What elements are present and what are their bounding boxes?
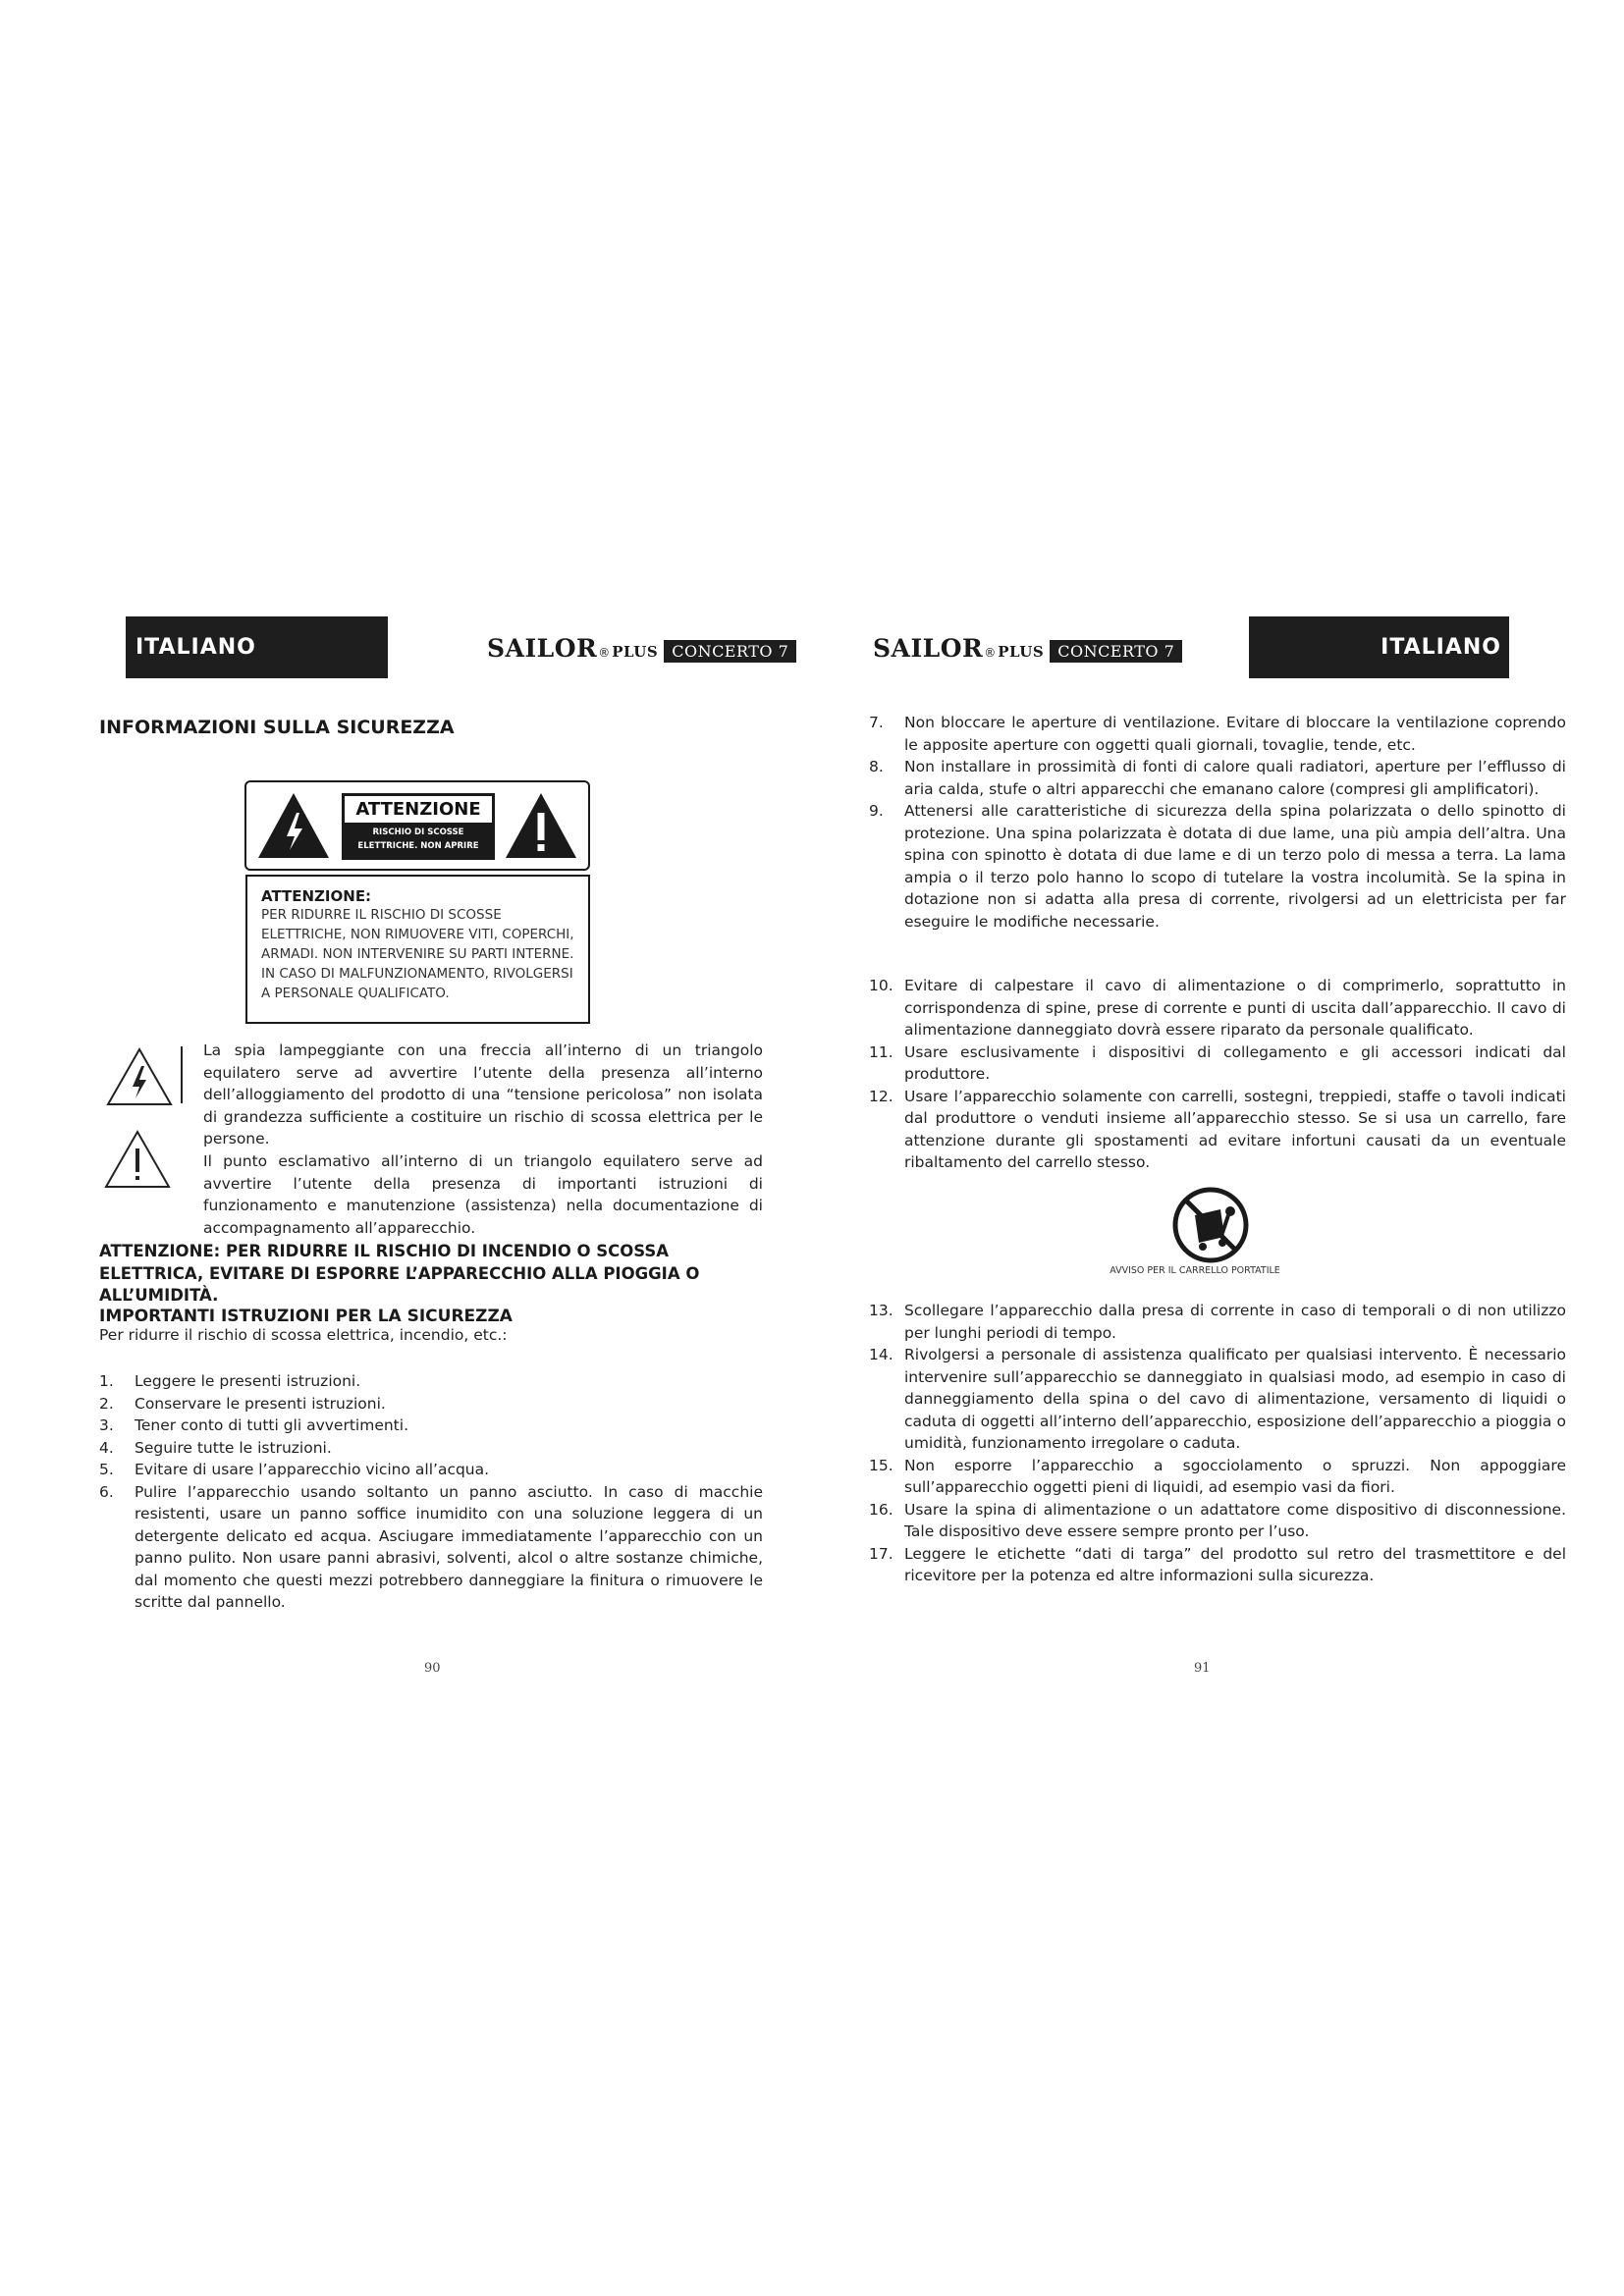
symbol-divider — [181, 1046, 183, 1103]
item-text: Non bloccare le aperture di ventilazione. Evitare di bloccare la ventilazione coprendo le apposite aperture con oggetti quali giornali, tovaglie, tende, etc. — [904, 714, 1566, 754]
exclamation-note: Il punto esclamativo all’interno di un triangolo equilatero serve ad avvertire l’utente della presenza di importanti istruzioni di funzionamento e manutenzione (assistenza) nella documentazione di accompagnamento all’apparecchio. — [203, 1152, 763, 1237]
instruction-list-10-12 — [869, 975, 1566, 1174]
brand-plus: PLUS — [612, 643, 659, 661]
list-item — [869, 1499, 1566, 1543]
lightning-triangle-outline-icon — [105, 1046, 174, 1107]
language-banner — [126, 616, 388, 678]
section-title: INFORMAZIONI SULLA SICUREZZA — [99, 717, 455, 738]
bold-warning: ATTENZIONE: PER RIDURRE IL RISCHIO DI INCENDIO O SCOSSA ELETTRICA, EVITARE DI ESPORRE L’APPARECCHIO ALLA PIOGGIA O ALL’UMIDITÀ. — [99, 1242, 700, 1305]
list-item — [869, 800, 1566, 933]
warning-subtitle — [344, 826, 493, 853]
brand-logo — [487, 634, 796, 663]
right-page — [812, 0, 1624, 2296]
brand-name: SAILOR — [873, 634, 984, 663]
language-banner — [1249, 616, 1509, 678]
warning-subtitle-line2: ELETTRICHE. NON APRIRE — [357, 841, 479, 851]
cart-caption: AVVISO PER IL CARRELLO PORTATILE — [1110, 1265, 1280, 1276]
list-item — [869, 1455, 1566, 1499]
exclamation-triangle-outline-icon — [103, 1129, 172, 1190]
brand-name: SAILOR — [487, 634, 598, 663]
item-number: 14. — [869, 1346, 893, 1363]
item-number: 4. — [99, 1438, 114, 1457]
cart-warning-icon — [1171, 1186, 1250, 1264]
page-number: 90 — [424, 1661, 441, 1676]
list-item — [99, 1415, 763, 1437]
warning-subtitle-line1: RISCHIO DI SCOSSE — [372, 828, 464, 837]
item-text: Scollegare l’apparecchio dalla presa di corrente in caso di temporali o di non utilizzo per lunghi periodi di tempo. — [904, 1302, 1566, 1342]
item-text: Usare l’apparecchio solamente con carrelli, sostegni, treppiedi, staffe o tavoli indicati dal produttore o venduti insieme all’apparecchio stesso. Se si usa un carrello, fare attenzione durante gli spostamenti ad evitare infortuni causati da un eventuale ribaltamento del carrello stesso. — [904, 1087, 1566, 1171]
list-item — [99, 1481, 763, 1614]
list-item — [99, 1459, 763, 1481]
brand-logo — [873, 634, 1182, 663]
item-text: Non esporre l’apparecchio a sgocciolamento o spruzzi. Non appoggiare sull’apparecchio oggetti pieni di liquidi, ad esempio vasi da fiori. — [904, 1456, 1566, 1496]
brand-model: CONCERTO 7 — [664, 640, 796, 663]
lightning-triangle-icon — [256, 791, 331, 860]
warning-center-panel — [342, 793, 495, 860]
item-number: 16. — [869, 1500, 893, 1519]
item-text: Conservare le presenti istruzioni. — [135, 1394, 386, 1413]
item-text: Leggere le etichette “dati di targa” del prodotto sul retro del trasmettitore e del ricevitore per la potenza ed altre informazioni sulla sicurezza. — [904, 1544, 1566, 1584]
attention-heading: ATTENZIONE: — [261, 887, 372, 905]
language-label: ITALIANO — [1380, 635, 1501, 660]
item-number: 8. — [869, 758, 884, 775]
attention-box — [245, 875, 590, 1024]
item-number: 13. — [869, 1302, 893, 1319]
list-item — [869, 1543, 1566, 1587]
list-item — [869, 1300, 1566, 1344]
list-item — [869, 1344, 1566, 1455]
list-item — [869, 712, 1566, 756]
item-text: Pulire l’apparecchio usando soltanto un panno asciutto. In caso di macchie resistenti, usare un panno soffice inumidito con una soluzione leggera di un detergente delicato ed acqua. Asciugare immediatamente l’apparecchio con un panno pulito. Non usare panni abrasivi, solventi, alcol o altre sostanze chimiche, dal momento che questi mezzi potrebbero danneggiare la finitura o rimuovere le scritte dal pannello. — [135, 1482, 763, 1611]
item-text: Seguire tutte le istruzioni. — [135, 1438, 332, 1457]
item-number: 6. — [99, 1482, 114, 1501]
registered-mark: ® — [984, 646, 997, 660]
item-number: 17. — [869, 1544, 893, 1563]
item-text: Attenersi alle caratteristiche di sicurezza della spina polarizzata o dello spinotto di protezione. Una spina polarizzata è dotata di due lame, una più ampia dell’altra. Una spina con spinotto è dotata di due lame e di un terzo polo di messa a terra. La lama ampia o il terzo polo hanno lo scopo di tutelare la vostra incolumità. Se la spina in dotazione non si adatta alla presa di corrente, rivolgersi ad un elettricista per far eseguire le modifiche necessarie. — [904, 802, 1566, 931]
item-text: Evitare di usare l’apparecchio vicino all’acqua. — [135, 1461, 490, 1478]
list-item — [99, 1370, 763, 1393]
brand-plus: PLUS — [998, 643, 1045, 661]
list-item — [869, 975, 1566, 1041]
item-number: 1. — [99, 1372, 114, 1390]
instruction-list-1-6 — [99, 1370, 763, 1614]
item-number: 10. — [869, 977, 893, 994]
list-item — [99, 1437, 763, 1460]
item-number: 12. — [869, 1087, 893, 1105]
subsection-title: IMPORTANTI ISTRUZIONI PER LA SICUREZZA — [99, 1307, 513, 1326]
list-item — [99, 1393, 763, 1415]
page-number: 91 — [1194, 1661, 1211, 1676]
item-number: 11. — [869, 1042, 893, 1061]
attention-text: PER RIDURRE IL RISCHIO DI SCOSSE ELETTRICHE, NON RIMUOVERE VITI, COPERCHI, ARMADI. NON INTERVENIRE SU PARTI INTERNE. IN CASO DI MALFUNZIONAMENTO, RIVOLGERSI A PERSONALE QUALIFICATO. — [261, 907, 574, 1001]
item-text: Non installare in prossimità di fonti di calore quali radiatori, aperture per l’efflusso di aria calda, stufe o altri apparecchi che emanano calore (compresi gli amplificatori). — [904, 758, 1566, 798]
item-text: Evitare di calpestare il cavo di alimentazione o di comprimerlo, soprattutto in corrispondenza di spine, prese di corrente e punti di uscita dall’apparecchio. Il cavo di alimentazione danneggiato dovrà essere riparato da personale qualificato. — [904, 977, 1566, 1039]
item-text: Tener conto di tutti gli avvertimenti. — [135, 1416, 408, 1434]
item-number: 2. — [99, 1394, 114, 1413]
lightning-note: La spia lampeggiante con una freccia all’interno di un triangolo equilatero serve ad avvertire l’utente della presenza all’interno dell’alloggiamento del prodotto di una “tensione pericolosa” non isolata di grandezza sufficiente a costituire un rischio di scossa elettrica per le persone. — [203, 1041, 763, 1148]
subsection-intro: Per ridurre il rischio di scossa elettrica, incendio, etc.: — [99, 1326, 508, 1344]
list-item — [869, 1041, 1566, 1086]
language-label: ITALIANO — [135, 635, 256, 660]
instruction-list-13-17 — [869, 1300, 1566, 1587]
item-text: Leggere le presenti istruzioni. — [135, 1372, 361, 1390]
item-number: 7. — [869, 714, 884, 731]
item-number: 15. — [869, 1456, 893, 1474]
item-number: 9. — [869, 802, 884, 820]
brand-model: CONCERTO 7 — [1050, 640, 1182, 663]
warning-title: ATTENZIONE — [345, 796, 492, 823]
warning-label — [244, 780, 590, 871]
item-text: Rivolgersi a personale di assistenza qualificato per qualsiasi intervento. È necessario intervenire sull’apparecchio se danneggiato in qualsiasi modo, ad esempio in caso di danneggiamento della spina o del cavo di alimentazione, versamento di liquidi o caduta di oggetti all’interno dell’apparecchio, esposizione dell’apparecchio a pioggia o umidità, funzionamento irregolare o caduta. — [904, 1346, 1566, 1452]
item-number: 3. — [99, 1416, 114, 1434]
list-item — [869, 1086, 1566, 1174]
registered-mark: ® — [598, 646, 611, 660]
item-text: Usare la spina di alimentazione o un adattatore come dispositivo di disconnessione. Tale dispositivo deve essere sempre pronto per l’uso. — [904, 1500, 1566, 1540]
item-text: Usare esclusivamente i dispositivi di collegamento e gli accessori indicati dal produttore. — [904, 1042, 1566, 1083]
exclamation-triangle-icon — [504, 791, 578, 860]
list-item — [869, 756, 1566, 800]
item-number: 5. — [99, 1461, 114, 1478]
instruction-list-7-9 — [869, 712, 1566, 933]
